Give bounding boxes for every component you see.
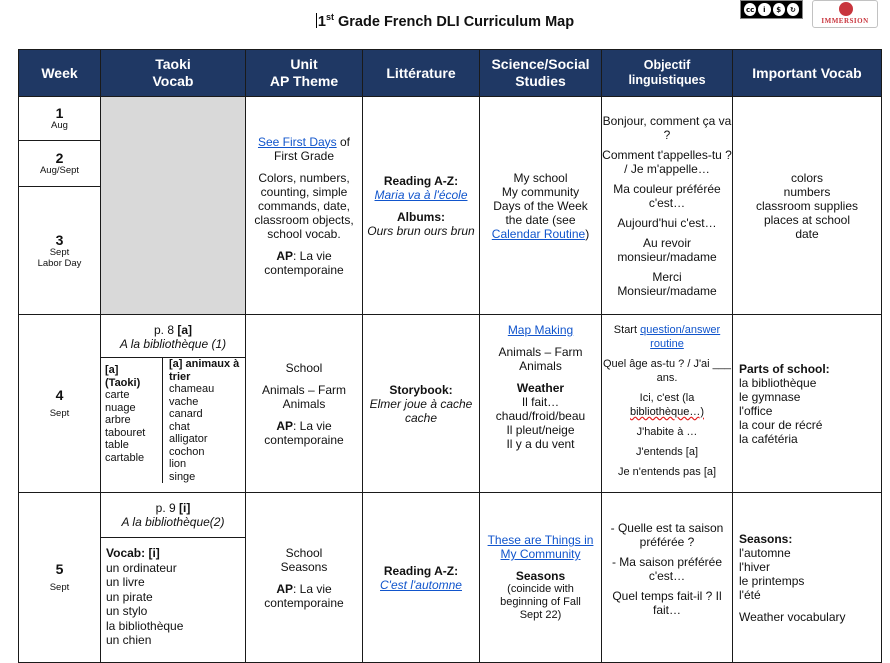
objectif-cell: Bonjour, comment ça va ? Comment t'appelles-tu ? / Je m'appelle… Ma couleur préférée c'est… Aujourd'hui c'est… Au revoir monsieur/madame Merci Monsieur/madame	[602, 97, 733, 315]
calendar-routine-link[interactable]: Calendar Routine	[491, 226, 586, 241]
maria-va-link[interactable]: Maria va à l'école	[374, 187, 468, 202]
header-science: Science/Social Studies	[480, 50, 602, 97]
header-unit: Unit AP Theme	[246, 50, 363, 97]
litterature-cell: Storybook: Elmer joue à cache cache	[363, 315, 480, 493]
header-row	[19, 50, 882, 97]
taoki-cell: p. 9 [i] A la bibliothèque(2) Vocab: [i] un ordinateur un livre un pirate un stylo la bibliothèque un chien	[101, 493, 246, 663]
litterature-cell: Reading A-Z: Maria va à l'école Albums: Ours brun ours brun	[363, 97, 480, 315]
taoki-cell: p. 8 [a] A la bibliothèque (1) [a] (Taoki) carte nuage arbre tabouret table cartable [a] animaux à trier chameau vache canard chat alligator cochon lion singe	[101, 315, 246, 493]
creative-commons-logo: cc i $ ↻	[740, 0, 803, 19]
science-cell: Map Making Animals – Farm Animals Weather Il fait… chaud/froid/beau Il pleut/neige Il y a du vent	[480, 315, 602, 493]
taoki-empty-cell	[101, 97, 246, 315]
document-title: 1st Grade French DLI Curriculum Map	[317, 12, 575, 30]
things-in-community-link[interactable]: These are Things in My Community	[487, 533, 594, 561]
unit-cell: See First Days of First Grade Colors, numbers, counting, simple commands, date, classroom objects, school vocab. AP: La vie contemporaine	[246, 97, 363, 315]
cest-lautomne-link[interactable]: C'est l'automne	[380, 577, 462, 592]
week-cell: 3 Sept Labor Day	[19, 187, 101, 315]
immersion-logo: IMMERSION	[812, 0, 878, 28]
globe-icon	[839, 2, 853, 16]
see-first-days-link[interactable]: See First Days	[257, 134, 337, 149]
week-cell: 4 Sept	[19, 315, 101, 493]
unit-cell: School Animals – Farm Animals AP: La vie contemporaine	[246, 315, 363, 493]
unit-cell: School Seasons AP: La vie contemporaine	[246, 493, 363, 663]
week-cell: 5 Sept	[19, 493, 101, 663]
curriculum-table	[18, 49, 882, 663]
science-cell: These are Things in My Community Seasons (coincide with beginning of Fall Sept 22)	[480, 493, 602, 663]
map-making-link[interactable]: Map Making	[507, 323, 574, 337]
header-litterature: Littérature	[363, 50, 480, 97]
litterature-cell: Reading A-Z: C'est l'automne	[363, 493, 480, 663]
header-objectif: Objectif linguistiques	[602, 50, 733, 97]
table-row	[19, 493, 882, 663]
week-cell: 2 Aug/Sept	[19, 141, 101, 187]
text-cursor	[316, 13, 317, 28]
objectif-cell: - Quelle est ta saison préférée ? - Ma saison préférée c'est… Quel temps fait-il ? Il fait…	[602, 493, 733, 663]
week-cell: 1 Aug	[19, 97, 101, 141]
header-taoki: Taoki Vocab	[101, 50, 246, 97]
question-answer-routine-link[interactable]: question/answer routine	[640, 324, 721, 350]
table-row	[19, 97, 882, 141]
vocab-cell: Parts of school: la bibliothèque le gymnase l'office la cour de récré la cafétéria	[733, 315, 882, 493]
vocab-cell: colors numbers classroom supplies places at school date	[733, 97, 882, 315]
header-vocab: Important Vocab	[733, 50, 882, 97]
science-cell: My school My community Days of the Week the date (see Calendar Routine)	[480, 97, 602, 315]
vocab-cell: Seasons: l'automne l'hiver le printemps l'été Weather vocabulary	[733, 493, 882, 663]
header-week: Week	[19, 50, 101, 97]
table-row	[19, 315, 882, 493]
objectif-cell: Start question/answer routine Quel âge as-tu ? / J'ai ___ ans. Ici, c'est (la bibliothèque…) J'habite à … J'entends [a] Je n'entends pas [a]	[602, 315, 733, 493]
